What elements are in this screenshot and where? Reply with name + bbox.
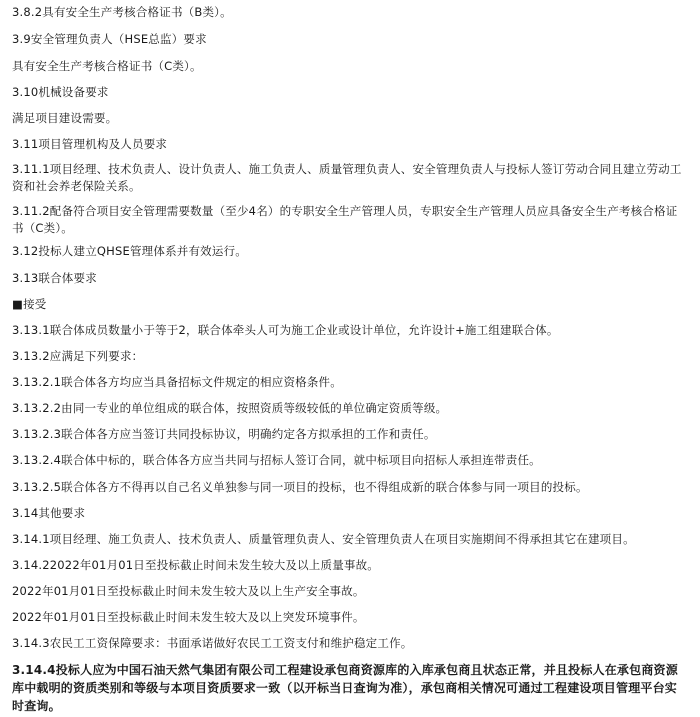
para-3-10-content: 满足项目建设需要。 bbox=[12, 111, 118, 125]
para-3-12: 3.12投标人建立QHSE管理体系并有效运行。 bbox=[12, 244, 247, 258]
para-3-13-2-5: 3.13.2.5联合体各方不得再以自己名义单独参与同一项目的投标，也不得组成新的联合体参与同一项目的投标。 bbox=[12, 480, 588, 494]
para-3-11-2: 3.11.2配备符合项目安全管理需要数量（至少4名）的专职安全生产管理人员，专职安全生产管理人员应具备安全生产考核合格证书（C类）。 bbox=[12, 204, 678, 235]
para-3-13-1: 3.13.1联合体成员数量小于等于2，联合体牵头人可为施工企业或设计单位，允许设计+施工组建联合体。 bbox=[12, 323, 559, 337]
para-3-9-content: 具有安全生产考核合格证书（C类）。 bbox=[12, 59, 202, 73]
para-3-14-1: 3.14.1项目经理、施工负责人、技术负责人、质量管理负责人、安全管理负责人在项目实施期间不得承担其它在建项目。 bbox=[12, 532, 635, 546]
para-3-13-2-1: 3.13.2.1联合体各方均应当具备招标文件规定的相应资格条件。 bbox=[12, 375, 342, 389]
para-3-14-2: 3.14.22022年01月01日至投标截止时间未发生较大及以上质量事故。 bbox=[12, 558, 380, 572]
para-environment-event: 2022年01月01日至投标截止时间未发生较大及以上突发环境事件。 bbox=[12, 610, 365, 624]
heading-3-10: 3.10机械设备要求 bbox=[12, 85, 109, 99]
heading-3-11: 3.11项目管理机构及人员要求 bbox=[12, 137, 168, 151]
heading-3-13: 3.13联合体要求 bbox=[12, 271, 97, 285]
option-accept: ■接受 bbox=[12, 297, 47, 311]
para-3-14-3: 3.14.3农民工工资保障要求：书面承诺做好农民工工资支付和维护稳定工作。 bbox=[12, 636, 413, 650]
para-3-11-1: 3.11.1项目经理、技术负责人、设计负责人、施工负责人、质量管理负责人、安全管理负责人与投标人签订劳动合同且建立劳动工资和社会养老保险关系。 bbox=[12, 162, 682, 193]
para-safety-accident: 2022年01月01日至投标截止时间未发生较大及以上生产安全事故。 bbox=[12, 584, 365, 598]
para-3-13-2-3: 3.13.2.3联合体各方应当签订共同投标协议，明确约定各方拟承担的工作和责任。 bbox=[12, 427, 436, 441]
para-3-13-2-4: 3.13.2.4联合体中标的，联合体各方应当共同与招标人签订合同，就中标项目向招标人承担连带责任。 bbox=[12, 453, 541, 467]
para-3-13-2: 3.13.2应满足下列要求： bbox=[12, 349, 144, 363]
heading-3-14: 3.14其他要求 bbox=[12, 506, 86, 520]
para-3-14-4: 3.14.4投标人应为中国石油天然气集团有限公司工程建设承包商资源库的入库承包商且状态正常，并且投标人在承包商资源库中载明的资质类别和等级与本项目资质要求一致（以开标当日查询为准），承包商相关情况可通过工程建设项目管理平台实时查询。 bbox=[12, 663, 678, 713]
heading-3-9: 3.9安全管理负责人（HSE总监）要求 bbox=[12, 32, 207, 46]
para-3-8-2: 3.8.2具有安全生产考核合格证书（B类）。 bbox=[12, 5, 232, 19]
para-3-13-2-2: 3.13.2.2由同一专业的单位组成的联合体，按照资质等级较低的单位确定资质等级。 bbox=[12, 401, 448, 415]
